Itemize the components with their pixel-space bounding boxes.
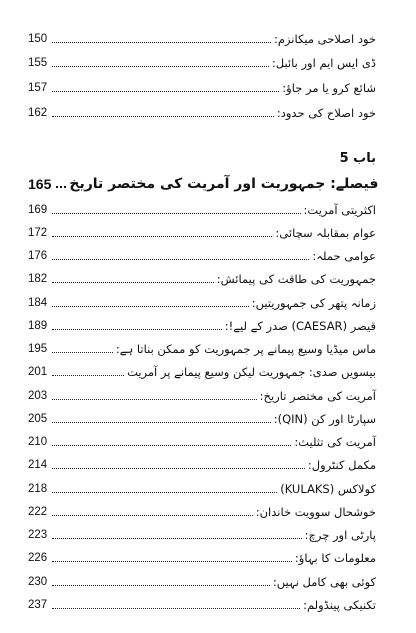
dot-leader xyxy=(52,66,269,67)
toc-entry[interactable] xyxy=(28,543,376,565)
toc-entry[interactable] xyxy=(28,427,376,449)
toc-page-number: 172 xyxy=(28,227,48,239)
toc-entry[interactable] xyxy=(28,404,376,426)
toc-entry-title: مکمل کنٹرول: xyxy=(307,458,376,472)
toc-entry[interactable] xyxy=(28,474,376,496)
toc-entry-title: کولاکس (KULAKS) xyxy=(280,482,376,496)
toc-entry-title: تکنیکی پینڈولم: xyxy=(303,598,376,612)
toc-entry[interactable] xyxy=(28,520,376,542)
toc-entry-title: خود اصلاحی میکانزم: xyxy=(273,32,376,46)
toc-entry[interactable] xyxy=(28,218,376,240)
toc-entry-title: آمریت کی مختصر تاریخ: xyxy=(259,389,376,403)
toc-entry-title: معلومات کا بہاؤ: xyxy=(294,551,376,565)
toc-entry[interactable] xyxy=(28,334,376,356)
toc-page-number: 230 xyxy=(28,576,48,588)
dot-leader xyxy=(52,608,300,609)
toc-entry-title: خوشحال سوویت خاندان: xyxy=(255,505,376,519)
toc-entry[interactable] xyxy=(28,241,376,263)
toc-page-number: 169 xyxy=(28,204,48,216)
toc-entry-title: اکثریتی آمریت: xyxy=(303,203,376,217)
dot-leader xyxy=(52,236,272,237)
toc-entry[interactable] xyxy=(28,98,376,120)
dot-leader xyxy=(52,91,279,92)
toc-entry[interactable] xyxy=(28,567,376,589)
toc-page-number: 162 xyxy=(28,107,48,119)
toc-page-number: 203 xyxy=(28,390,48,402)
dot-leader xyxy=(56,186,66,188)
toc-entry[interactable] xyxy=(28,73,376,95)
dot-leader xyxy=(52,538,301,539)
toc-entry-title: خود اصلاح کی حدود: xyxy=(276,106,376,120)
toc-entry-title: عوامی حملہ: xyxy=(312,249,376,263)
toc-entry[interactable] xyxy=(28,24,376,46)
toc-page-number: 150 xyxy=(28,33,48,45)
chapter-title: فیصلے: جمہوریت اور آمریت کی مختصر تاریخ xyxy=(69,176,379,192)
dot-leader xyxy=(52,585,270,586)
toc-entry-title: سپارٹا اور کن (QIN): xyxy=(273,412,376,426)
toc-entry-title: عوام بمقابلہ سچائی: xyxy=(275,226,376,240)
dot-leader xyxy=(52,259,309,260)
toc-entry[interactable] xyxy=(28,381,376,403)
dot-leader xyxy=(52,399,256,400)
toc-entry[interactable] xyxy=(28,357,376,379)
toc-entry-title: قیصر (CAESAR) صدر کے لیے!: xyxy=(224,319,376,333)
dot-leader xyxy=(52,213,300,214)
chapter-page-number: 165 xyxy=(28,176,52,192)
toc-entry[interactable] xyxy=(28,590,376,612)
toc-page-number: 182 xyxy=(28,273,48,285)
toc-page-number: 218 xyxy=(28,483,48,495)
toc-entry-title: پارٹی اور چرچ: xyxy=(304,528,376,542)
toc-entry-title: شائع کرو یا مر جاؤ: xyxy=(282,81,376,95)
toc-page-number: 157 xyxy=(28,82,48,94)
toc-entry-title: زمانہ پتھر کی جمہوریتیں: xyxy=(251,296,376,310)
toc-entry[interactable] xyxy=(28,48,376,70)
toc-entry[interactable] xyxy=(28,195,376,217)
toc-entry[interactable] xyxy=(28,264,376,286)
toc-entry-title: ڈی ایس ایم اور بائبل: xyxy=(271,56,376,70)
chapter-label: باب 5 xyxy=(339,151,376,166)
dot-leader xyxy=(52,116,274,117)
toc-page-number: 155 xyxy=(28,57,48,69)
dot-leader xyxy=(52,445,291,446)
toc-page-number: 237 xyxy=(28,599,48,611)
toc-page-number: 226 xyxy=(28,552,48,564)
dot-leader xyxy=(52,282,214,283)
toc-entry[interactable] xyxy=(28,311,376,333)
toc-entry-title: آمریت کی تثلیث: xyxy=(294,435,376,449)
dot-leader xyxy=(52,561,292,562)
toc-entry-title: جمہوریت کی طاقت کی پیمائش: xyxy=(216,272,376,286)
toc-page-number: 205 xyxy=(28,413,48,425)
dot-leader xyxy=(52,329,222,330)
dot-leader xyxy=(52,42,271,43)
dot-leader xyxy=(52,306,249,307)
toc-page-number: 195 xyxy=(28,343,48,355)
toc-entry[interactable] xyxy=(28,288,376,310)
toc-entry[interactable] xyxy=(28,450,376,472)
toc-page-number: 201 xyxy=(28,366,48,378)
dot-leader xyxy=(52,422,271,423)
toc-page-number: 189 xyxy=(28,320,48,332)
toc-page-number: 184 xyxy=(28,297,48,309)
toc-entry-title: بیسویں صدی: جمہوریت لیکن وسیع پیمانے پر آمریت xyxy=(127,365,376,379)
dot-leader xyxy=(52,492,277,493)
toc-page-number: 222 xyxy=(28,506,48,518)
toc-page-number: 223 xyxy=(28,529,48,541)
dot-leader xyxy=(52,352,113,353)
toc-page-number: 214 xyxy=(28,459,48,471)
toc-page-number: 176 xyxy=(28,250,48,262)
toc-page-number: 210 xyxy=(28,436,48,448)
toc-entry-title: ماس میڈیا وسیع پیمانے پر جمہوریت کو ممکن بناتا ہے: xyxy=(115,342,376,356)
dot-leader xyxy=(52,468,305,469)
dot-leader xyxy=(52,515,253,516)
chapter-title-entry[interactable] xyxy=(28,168,379,192)
toc-entry[interactable] xyxy=(28,497,376,519)
dot-leader xyxy=(52,375,124,376)
toc-entry-title: کوئی بھی کامل نہیں: xyxy=(272,575,376,589)
